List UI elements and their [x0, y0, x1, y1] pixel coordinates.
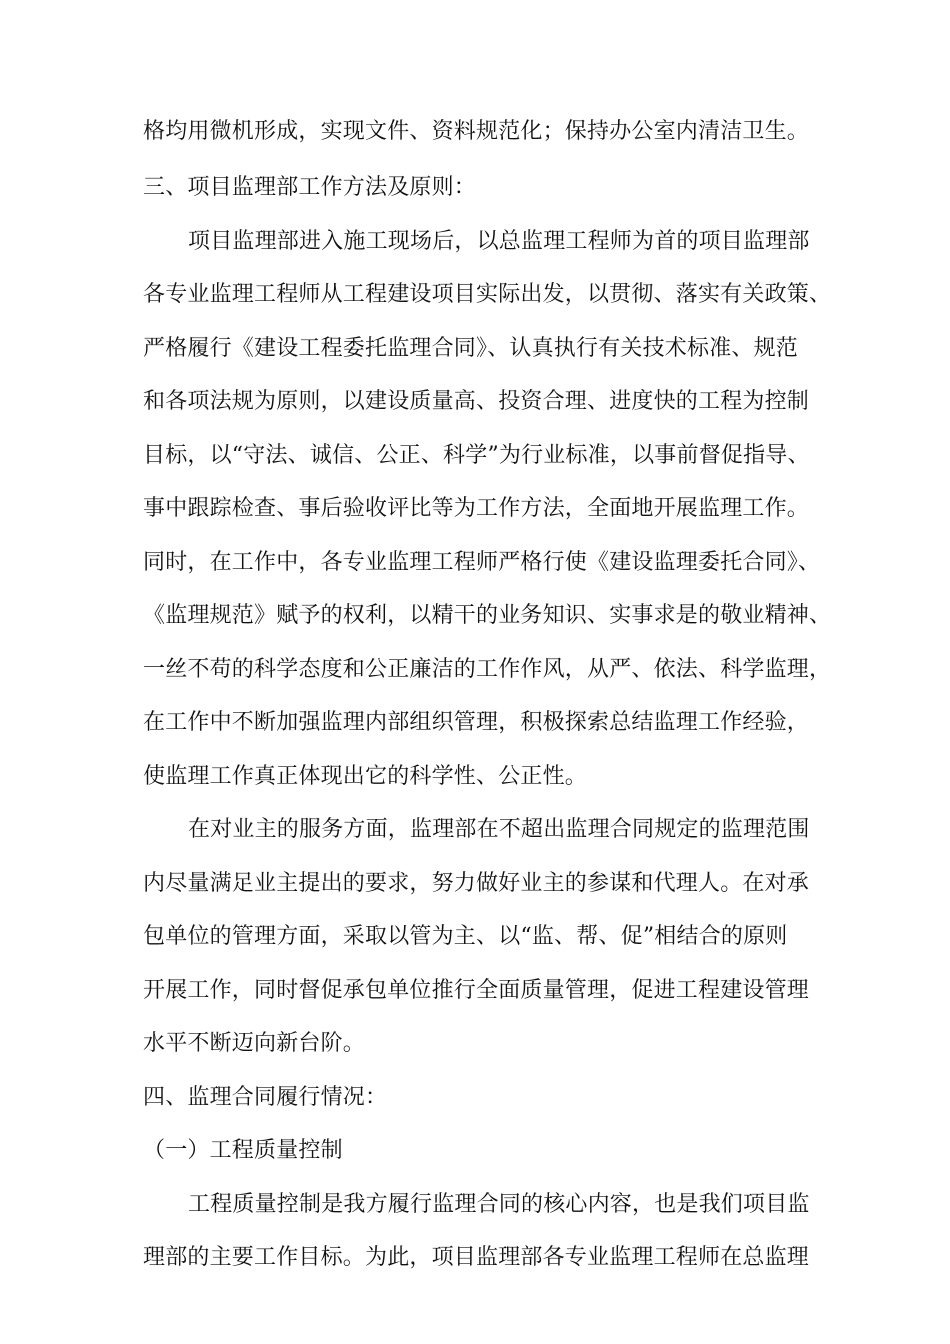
text-line: 格均用微机形成，实现文件、资料规范化；保持办公室内清洁卫生。 — [143, 119, 810, 144]
text-line: 各专业监理工程师从工程建设项目实际出发，以贯彻、落实有关政策、 — [143, 282, 832, 307]
text-line: 《监理规范》赋予的权利，以精干的业务知识、实事求是的敬业精神、 — [143, 603, 832, 628]
text-line: 一丝不苟的科学态度和公正廉洁的工作作风，从严、依法、科学监理， — [143, 657, 832, 682]
subsection-heading: （一）工程质量控制 — [143, 1138, 343, 1163]
text-line: 使监理工作真正体现出它的科学性、公正性。 — [143, 764, 588, 789]
text-line: 项目监理部进入施工现场后，以总监理工程师为首的项目监理部 — [188, 229, 810, 254]
text-line: 理部的主要工作目标。为此，项目监理部各专业监理工程师在总监理 — [143, 1245, 810, 1270]
text-line: 在对业主的服务方面，监理部在不超出监理合同规定的监理范围 — [188, 817, 810, 842]
text-line: 包单位的管理方面，采取以管为主、以“监、帮、促”相结合的原则 — [143, 924, 788, 949]
text-line: 事中跟踪检查、事后验收评比等为工作方法，全面地开展监理工作。 — [143, 496, 810, 521]
section-heading: 三、项目监理部工作方法及原则： — [143, 175, 477, 200]
text-line: 水平不断迈向新台阶。 — [143, 1031, 366, 1056]
text-line: 开展工作，同时督促承包单位推行全面质量管理，促进工程建设管理 — [143, 978, 810, 1003]
text-line: 和各项法规为原则，以建设质量高、投资合理、进度快的工程为控制 — [143, 389, 810, 414]
text-line: 内尽量满足业主提出的要求，努力做好业主的参谋和代理人。在对承 — [143, 871, 810, 896]
text-line: 目标，以“守法、诚信、公正、科学”为行业标准，以事前督促指导、 — [143, 443, 810, 468]
text-line: 严格履行《建设工程委托监理合同》、认真执行有关技术标准、规范 — [143, 336, 799, 361]
text-line: 工程质量控制是我方履行监理合同的核心内容，也是我们项目监 — [188, 1192, 810, 1217]
text-line: 同时，在工作中，各专业监理工程师严格行使《建设监理委托合同》、 — [143, 550, 821, 575]
section-heading: 四、监理合同履行情况： — [143, 1085, 388, 1110]
text-line: 在工作中不断加强监理内部组织管理，积极探索总结监理工作经验， — [143, 710, 810, 735]
